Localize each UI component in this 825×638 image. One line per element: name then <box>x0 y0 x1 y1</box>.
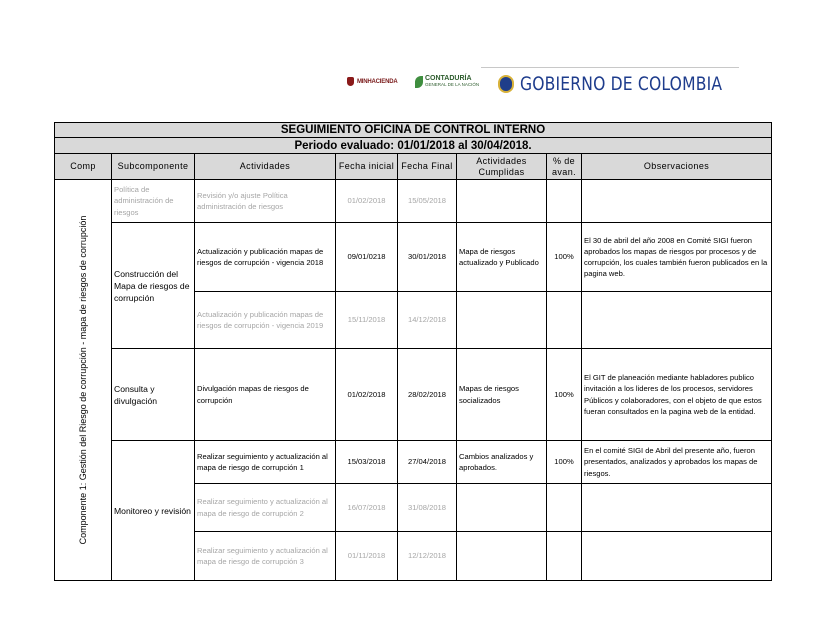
fecha-final-cell: 12/12/2018 <box>398 532 457 581</box>
observaciones-cell <box>582 532 772 581</box>
fecha-inicial-cell: 01/02/2018 <box>336 180 398 223</box>
header-observaciones: Observaciones <box>582 154 772 180</box>
minhacienda-logo <box>347 77 397 86</box>
observaciones-cell: El GIT de planeación mediante habladores publico invitación a los lideres de los procesos, servidores Públicos y colaboradores, con el objeto de que estos fueran consultados en la pagina web de la entidad. <box>582 349 772 441</box>
leaf-icon <box>415 76 423 88</box>
cumplidas-cell <box>457 532 547 581</box>
contaduria-text: CONTADURÍA <box>425 75 472 82</box>
sub-politica: Política de administración de riesgos <box>112 180 195 223</box>
minhacienda-text: MINHACIENDA <box>357 78 398 85</box>
gobierno-text: GOBIERNO DE COLOMBIA <box>520 73 723 95</box>
fecha-inicial-cell: 15/11/2018 <box>336 292 398 349</box>
observaciones-cell <box>582 484 772 532</box>
observaciones-cell: El 30 de abril del año 2008 en Comité SIGI fueron aprobados los mapas de riesgos por procesos y de corrupción, los cuales también fueron publicados en la pagina web. <box>582 223 772 292</box>
header-subcomponente: Subcomponente <box>112 154 195 180</box>
component-label: Componente 1: Gestión del Riesgo de corrupción - mapa de riesgos de corrupción <box>78 215 88 545</box>
fecha-final-cell: 28/02/2018 <box>398 349 457 441</box>
activity-cell: Divulgación mapas de riesgos de corrupción <box>195 349 336 441</box>
header-comp: Comp <box>55 154 112 180</box>
seguimiento-table <box>54 122 772 581</box>
sub-monitoreo: Monitoreo y revisión <box>112 441 195 581</box>
activity-cell: Actualización y publicación mapas de riesgos de corrupción - vigencia 2019 <box>195 292 336 349</box>
cumplidas-cell <box>457 484 547 532</box>
component-cell <box>55 180 112 581</box>
fecha-final-cell: 30/01/2018 <box>398 223 457 292</box>
cumplidas-cell <box>457 292 547 349</box>
table-row <box>55 349 772 441</box>
shield-icon <box>347 77 354 86</box>
table-row <box>55 441 772 484</box>
avance-cell <box>547 484 582 532</box>
fecha-inicial-cell: 01/11/2018 <box>336 532 398 581</box>
header-divider <box>481 67 739 68</box>
activity-cell: Actualización y publicación mapas de riesgos de corrupción - vigencia 2018 <box>195 223 336 292</box>
activity-cell: Realizar seguimiento y actualización al mapa de riesgo de corrupción 3 <box>195 532 336 581</box>
table-row <box>55 223 772 292</box>
header-actividades: Actividades <box>195 154 336 180</box>
observaciones-cell <box>582 180 772 223</box>
header-fecha-final: Fecha Final <box>398 154 457 180</box>
table-title: SEGUIMIENTO OFICINA DE CONTROL INTERNO <box>55 123 772 138</box>
activity-cell: Realizar seguimiento y actualización al mapa de riesgo de corrupción 2 <box>195 484 336 532</box>
fecha-final-cell: 15/05/2018 <box>398 180 457 223</box>
sub-consulta: Consulta y divulgación <box>112 349 195 441</box>
fecha-inicial-cell: 16/07/2018 <box>336 484 398 532</box>
avance-cell: 100% <box>547 223 582 292</box>
avance-cell: 100% <box>547 441 582 484</box>
period-title: Periodo evaluado: 01/01/2018 al 30/04/2018. <box>55 138 772 154</box>
activity-cell: Realizar seguimiento y actualización al mapa de riesgo de corrupción 1 <box>195 441 336 484</box>
observaciones-cell <box>582 292 772 349</box>
observaciones-cell: En el comité SIGI de Abril del presente año, fueron presentados, analizados y aprobados los mapas de riesgos. <box>582 441 772 484</box>
avance-cell <box>547 180 582 223</box>
activity-cell: Revisión y/o ajuste Política administración de riesgos <box>195 180 336 223</box>
header-avance: % de avan. <box>547 154 582 180</box>
fecha-final-cell: 27/04/2018 <box>398 441 457 484</box>
fecha-inicial-cell: 09/01/0218 <box>336 223 398 292</box>
cumplidas-cell: Mapa de riesgos actualizado y Publicado <box>457 223 547 292</box>
contaduria-logo <box>415 76 479 88</box>
avance-cell <box>547 532 582 581</box>
avance-cell: 100% <box>547 349 582 441</box>
cumplidas-cell <box>457 180 547 223</box>
sub-construccion: Construcción del Mapa de riesgos de corrupción <box>112 223 195 349</box>
header-fecha-inicial: Fecha inicial <box>336 154 398 180</box>
fecha-final-cell: 31/08/2018 <box>398 484 457 532</box>
contaduria-subtext: GENERAL DE LA NACIÓN <box>425 82 480 87</box>
avance-cell <box>547 292 582 349</box>
cumplidas-cell: Cambios analizados y aprobados. <box>457 441 547 484</box>
fecha-inicial-cell: 01/02/2018 <box>336 349 398 441</box>
table-row <box>55 180 772 223</box>
fecha-inicial-cell: 15/03/2018 <box>336 441 398 484</box>
coat-of-arms-icon <box>498 75 514 93</box>
header-cumplidas: Actividades Cumplidas <box>457 154 547 180</box>
fecha-final-cell: 14/12/2018 <box>398 292 457 349</box>
cumplidas-cell: Mapas de riesgos socializados <box>457 349 547 441</box>
gobierno-logo <box>498 73 767 95</box>
